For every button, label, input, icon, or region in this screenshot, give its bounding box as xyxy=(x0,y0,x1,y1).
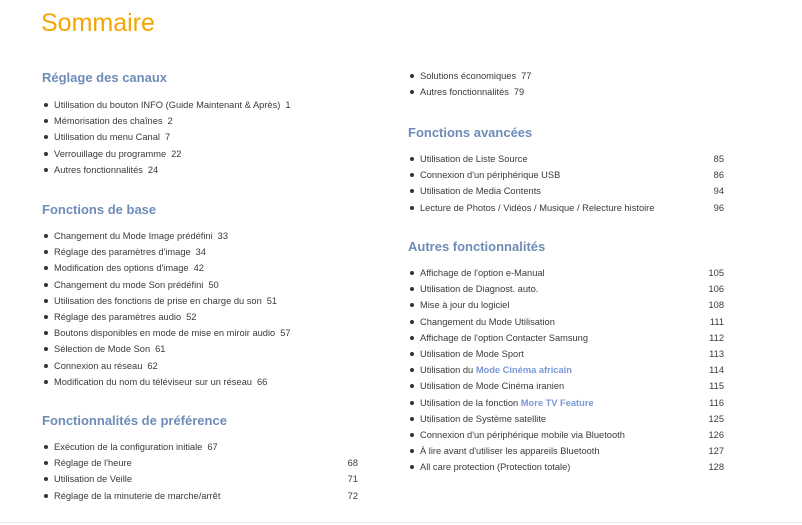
bullet-icon xyxy=(410,173,414,177)
toc-entry-text xyxy=(54,244,206,260)
toc-entry[interactable] xyxy=(410,167,724,183)
toc-entry-text xyxy=(54,358,158,374)
toc-entry-label: Utilisation de Liste Source xyxy=(420,154,528,164)
toc-entry-text xyxy=(420,395,594,411)
toc-entry[interactable] xyxy=(410,281,724,297)
toc-entry-page: 108 xyxy=(708,300,724,311)
toc-entry-label: Réglage de l'heure xyxy=(54,458,132,469)
toc-entry-label: Affichage de l'option Contacter Samsung xyxy=(420,332,589,343)
toc-entry-label: Modification des options d'image xyxy=(54,263,189,274)
bullet-icon xyxy=(44,331,48,335)
toc-entry-page: 34 xyxy=(195,247,207,258)
toc-entry-label: À lire avant d'utiliser les appareils Bluetooth xyxy=(420,446,600,457)
toc-entry-label: Utilisation de Mode Cinéma iranien xyxy=(420,381,565,392)
toc-list-fonctions-base xyxy=(44,228,364,390)
bullet-icon xyxy=(44,266,48,270)
toc-entry-page: 116 xyxy=(709,397,724,408)
toc-entry-page: 127 xyxy=(708,446,724,457)
toc-entry[interactable] xyxy=(410,411,724,427)
toc-entry-label: Utilisation des fonctions de prise en charge du son xyxy=(54,295,262,306)
toc-entry[interactable] xyxy=(44,146,364,162)
toc-list-preference xyxy=(44,439,358,504)
toc-entry-text xyxy=(54,162,158,178)
toc-entry[interactable] xyxy=(410,459,724,475)
footer-divider xyxy=(0,522,802,523)
toc-entry-link[interactable]: Mode Cinéma africain xyxy=(475,365,572,376)
bullet-icon xyxy=(410,320,414,324)
toc-entry-text xyxy=(420,151,528,167)
toc-entry-page: 111 xyxy=(709,316,724,327)
toc-entry[interactable] xyxy=(410,151,724,167)
toc-entry-label: Utilisation du bouton INFO (Guide Maintenant & Après) xyxy=(54,100,281,110)
toc-entry[interactable] xyxy=(44,439,358,455)
bullet-icon xyxy=(44,119,48,123)
toc-list-fonctions-avancees xyxy=(410,151,724,216)
toc-entry[interactable] xyxy=(410,84,724,100)
toc-entry-label: Lecture de Photos / Vidéos / Musique / Relecture histoire xyxy=(420,202,655,213)
toc-entry[interactable] xyxy=(44,293,364,309)
bullet-icon xyxy=(410,287,414,291)
toc-entry[interactable] xyxy=(44,455,358,471)
bullet-icon xyxy=(410,384,414,388)
toc-entry[interactable] xyxy=(410,346,724,362)
toc-entry-text xyxy=(420,459,570,475)
toc-entry-text xyxy=(420,443,600,459)
toc-entry[interactable] xyxy=(44,129,364,145)
toc-entry-page: 62 xyxy=(147,360,158,371)
toc-entry-page: 67 xyxy=(207,442,218,452)
toc-entry-text xyxy=(420,68,531,84)
toc-entry-page: 105 xyxy=(708,268,724,278)
bullet-icon xyxy=(44,250,48,254)
toc-entry[interactable] xyxy=(44,228,364,244)
toc-entry-page: 128 xyxy=(708,462,724,473)
toc-entry-label: Utilisation de Diagnost. auto. xyxy=(420,284,539,295)
toc-list-reglage-canaux xyxy=(44,97,364,178)
toc-entry[interactable] xyxy=(44,488,358,504)
toc-entry-text xyxy=(54,146,181,162)
toc-entry-page: 86 xyxy=(713,170,724,181)
bullet-icon xyxy=(44,152,48,156)
toc-entry-text xyxy=(54,374,267,390)
toc-entry[interactable] xyxy=(410,395,724,411)
toc-entry[interactable] xyxy=(44,244,364,260)
toc-entry-page: 106 xyxy=(708,284,724,295)
toc-entry-text xyxy=(420,346,524,362)
bullet-icon xyxy=(410,90,414,94)
toc-entry-label: Sélection de Mode Son xyxy=(54,344,151,355)
toc-entry[interactable] xyxy=(44,162,364,178)
toc-entry-text xyxy=(420,200,654,216)
toc-entry-label: Verrouillage du programme xyxy=(54,148,167,159)
toc-entry[interactable] xyxy=(44,97,364,113)
toc-entry-text xyxy=(420,281,538,297)
toc-entry-label: Réglage des paramètres audio xyxy=(54,311,182,322)
toc-entry-page: 72 xyxy=(347,490,358,501)
toc-entry-label: All care protection (Protection totale) xyxy=(420,462,571,473)
toc-entry-label: Affichage de l'option e-Manual xyxy=(420,268,545,278)
bullet-icon xyxy=(410,465,414,469)
toc-entry-page: 94 xyxy=(713,186,724,197)
toc-entry[interactable] xyxy=(44,277,364,293)
toc-entry-page: 51 xyxy=(266,295,278,306)
toc-entry-page: 33 xyxy=(217,231,229,241)
toc-entry-text xyxy=(420,265,545,281)
bullet-icon xyxy=(44,283,48,287)
toc-entry[interactable] xyxy=(410,200,724,216)
toc-entry-page: 57 xyxy=(280,328,291,339)
toc-entry-label: Utilisation de la fonction xyxy=(420,397,521,408)
toc-entry-label: Connexion au réseau xyxy=(54,360,143,371)
toc-list-continued xyxy=(410,68,724,100)
toc-entry-label: Mise à jour du logiciel xyxy=(420,300,510,311)
toc-entry-label: Utilisation du xyxy=(420,365,476,376)
toc-entry-text xyxy=(54,455,132,471)
toc-entry-label: Changement du Mode Image prédéfini xyxy=(54,231,213,241)
toc-entry-label: Boutons disponibles en mode de mise en miroir audio xyxy=(54,328,276,339)
toc-entry-page: 22 xyxy=(171,148,182,159)
toc-entry-text xyxy=(54,325,291,341)
bullet-icon xyxy=(44,135,48,139)
bullet-icon xyxy=(410,336,414,340)
toc-entry-page: 77 xyxy=(521,71,532,81)
bullet-icon xyxy=(44,347,48,351)
toc-entry-page: 71 xyxy=(347,474,358,485)
toc-entry-text xyxy=(54,293,277,309)
toc-entry-label: Utilisation de Veille xyxy=(54,474,133,485)
toc-entry-text xyxy=(54,113,173,129)
toc-entry-text xyxy=(420,330,588,346)
toc-entry-page: 52 xyxy=(186,311,197,322)
toc-entry[interactable] xyxy=(410,330,724,346)
toc-entry-page: 85 xyxy=(713,154,724,164)
toc-entry[interactable] xyxy=(410,362,724,378)
bullet-icon xyxy=(44,380,48,384)
bullet-icon xyxy=(410,206,414,210)
toc-entry-text xyxy=(54,277,219,293)
toc-entry-label: Utilisation de Media Contents xyxy=(420,186,541,197)
toc-entry-label: Exécution de la configuration initiale xyxy=(54,442,203,452)
toc-entry-page: 42 xyxy=(193,263,204,274)
toc-entry[interactable] xyxy=(44,309,364,325)
toc-entry-page: 113 xyxy=(709,348,724,359)
toc-entry-text xyxy=(54,228,228,244)
section-heading-reglage-canaux: Réglage des canaux xyxy=(42,70,167,85)
bullet-icon xyxy=(410,189,414,193)
toc-entry[interactable] xyxy=(410,443,724,459)
toc-entry[interactable] xyxy=(44,471,358,487)
toc-entry-text xyxy=(54,341,165,357)
bullet-icon xyxy=(410,449,414,453)
bullet-icon xyxy=(44,364,48,368)
toc-entry-text xyxy=(54,97,291,113)
toc-entry-label: Connexion d'un périphérique mobile via Bluetooth xyxy=(420,429,625,440)
toc-entry-page: 7 xyxy=(164,132,171,143)
bullet-icon xyxy=(44,315,48,319)
toc-entry-label: Mémorisation des chaînes xyxy=(54,116,163,127)
toc-entry-label: Changement du Mode Utilisation xyxy=(420,316,555,327)
toc-entry-label: Changement du mode Son prédéfini xyxy=(54,279,204,290)
toc-entry[interactable] xyxy=(410,183,724,199)
bullet-icon xyxy=(410,271,414,275)
toc-entry-page: 112 xyxy=(709,332,724,343)
bullet-icon xyxy=(410,417,414,421)
toc-entry-text xyxy=(420,427,625,443)
toc-entry-page: 66 xyxy=(256,376,268,387)
toc-entry-text xyxy=(420,183,541,199)
bullet-icon xyxy=(44,103,48,107)
bullet-icon xyxy=(410,352,414,356)
toc-entry-page: 24 xyxy=(147,164,159,175)
toc-entry[interactable] xyxy=(44,358,364,374)
toc-entry-label: Autres fonctionnalités xyxy=(420,87,509,98)
toc-entry-label: Utilisation de Système satellite xyxy=(420,413,547,424)
toc-entry[interactable] xyxy=(410,297,724,313)
bullet-icon xyxy=(44,445,48,449)
bullet-icon xyxy=(410,401,414,405)
toc-entry-text xyxy=(420,411,546,427)
toc-entry[interactable] xyxy=(44,260,364,276)
section-heading-autres-fonctionnalites: Autres fonctionnalités xyxy=(408,239,546,254)
toc-entry-page: 125 xyxy=(708,413,724,424)
toc-entry-link[interactable]: More TV Feature xyxy=(520,397,594,408)
toc-entry-text xyxy=(54,439,218,455)
toc-list-autres-fonctionnalites xyxy=(410,265,724,475)
toc-entry[interactable] xyxy=(410,427,724,443)
toc-entry-page: 126 xyxy=(708,429,724,440)
section-heading-preference: Fonctionnalités de préférence xyxy=(42,413,227,428)
toc-entry-page: 79 xyxy=(513,87,525,98)
bullet-icon xyxy=(44,477,48,481)
toc-entry-page: 50 xyxy=(208,279,219,290)
toc-entry[interactable] xyxy=(410,378,724,394)
toc-entry-label: Réglage de la minuterie de marche/arrêt xyxy=(54,490,221,501)
toc-entry-label: Autres fonctionnalités xyxy=(54,164,143,175)
toc-entry-text xyxy=(420,84,524,100)
toc-entry-text xyxy=(54,488,220,504)
toc-entry-label: Réglage des paramètres d'image xyxy=(54,247,191,258)
bullet-icon xyxy=(410,303,414,307)
toc-entry-label: Connexion d'un périphérique USB xyxy=(420,170,561,181)
toc-entry[interactable] xyxy=(44,341,364,357)
toc-entry-text xyxy=(420,362,572,378)
toc-entry-text xyxy=(420,167,560,183)
toc-entry-text xyxy=(54,260,204,276)
toc-entry[interactable] xyxy=(410,68,724,84)
toc-entry-page: 115 xyxy=(709,381,724,392)
toc-entry-page: 2 xyxy=(167,116,173,127)
toc-entry-page: 1 xyxy=(285,100,291,110)
toc-entry[interactable] xyxy=(44,113,364,129)
toc-entry-page: 61 xyxy=(155,344,166,355)
toc-entry-label: Solutions économiques xyxy=(420,71,517,81)
bullet-icon xyxy=(410,157,414,161)
bullet-icon xyxy=(410,433,414,437)
toc-entry-text xyxy=(420,378,564,394)
bullet-icon xyxy=(44,168,48,172)
section-heading-fonctions-avancees: Fonctions avancées xyxy=(408,125,533,140)
bullet-icon xyxy=(410,368,414,372)
bullet-icon xyxy=(44,234,48,238)
toc-entry[interactable] xyxy=(44,325,364,341)
bullet-icon xyxy=(44,494,48,498)
bullet-icon xyxy=(44,299,48,303)
toc-entry-text xyxy=(420,314,555,330)
toc-entry-label: Utilisation de Mode Sport xyxy=(420,348,524,359)
bullet-icon xyxy=(410,74,414,78)
toc-entry-page: 68 xyxy=(347,458,358,469)
toc-entry-page: 96 xyxy=(713,202,724,213)
toc-entry-text xyxy=(420,297,509,313)
toc-entry-text xyxy=(54,309,196,325)
toc-entry-text xyxy=(54,129,170,145)
section-heading-fonctions-base: Fonctions de base xyxy=(42,202,157,217)
toc-entry-label: Modification du nom du téléviseur sur un réseau xyxy=(54,376,252,387)
bullet-icon xyxy=(44,461,48,465)
page-title: Sommaire xyxy=(41,9,155,37)
toc-entry-page: 114 xyxy=(709,365,724,376)
toc-entry[interactable] xyxy=(410,265,724,281)
toc-entry-text xyxy=(54,471,132,487)
toc-entry[interactable] xyxy=(410,314,724,330)
toc-entry[interactable] xyxy=(44,374,364,390)
toc-entry-label: Utilisation du menu Canal xyxy=(54,132,160,143)
